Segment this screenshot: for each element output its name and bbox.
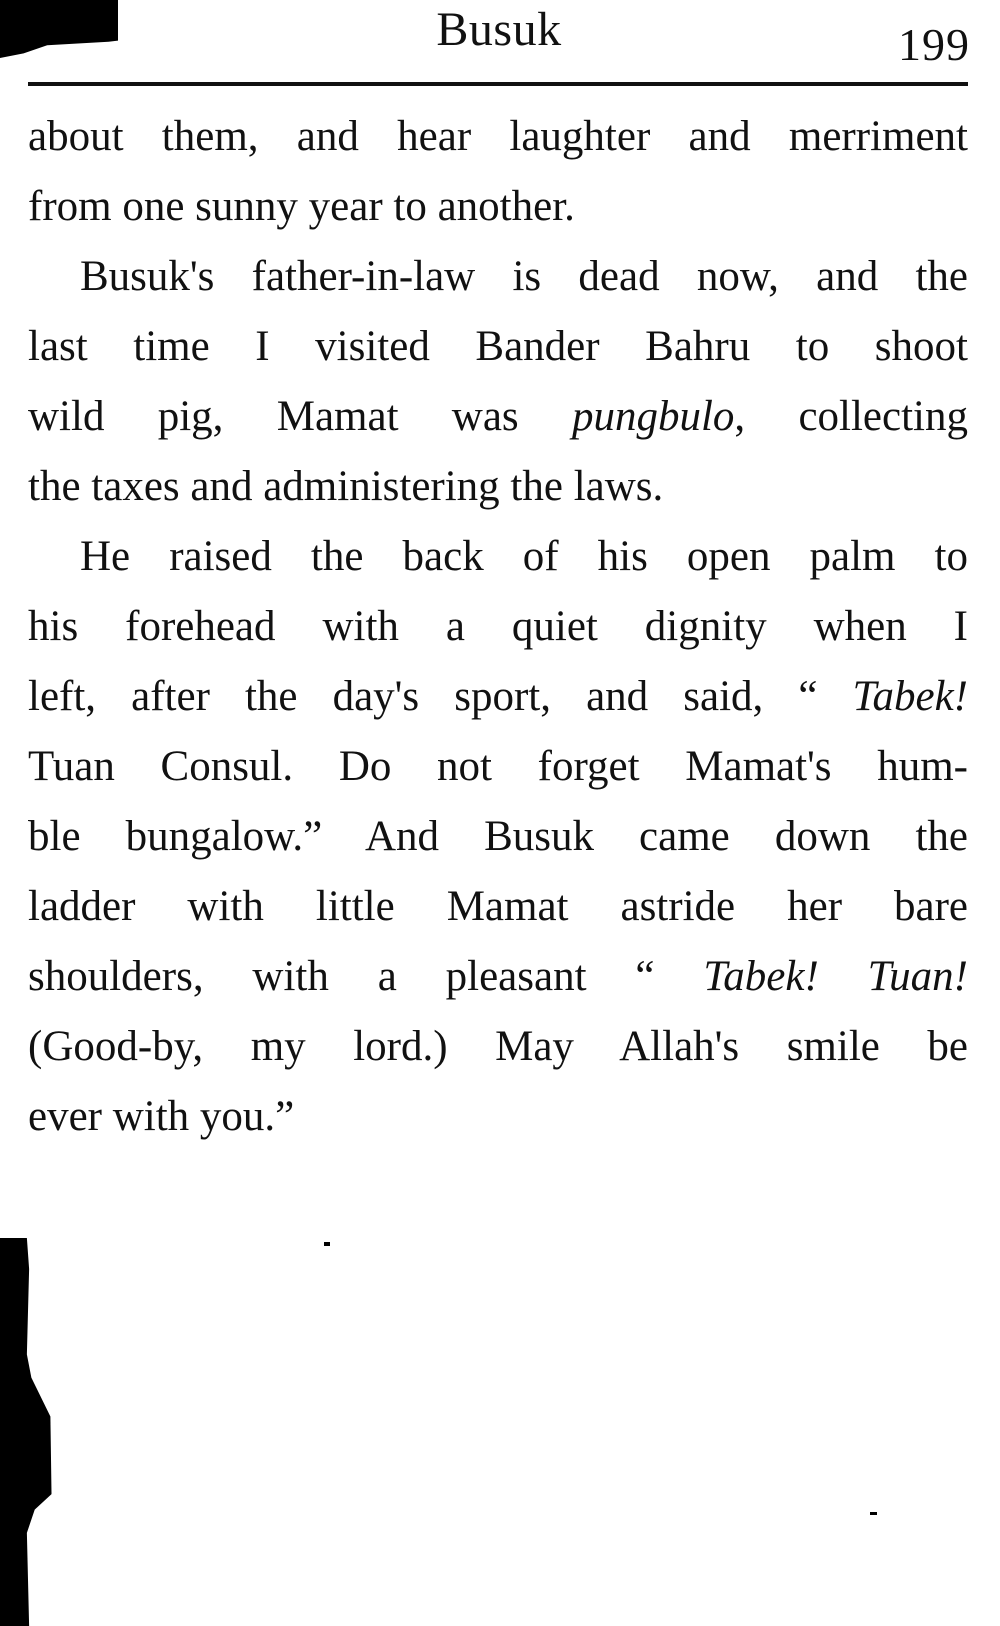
- text-run: from one sunny year to another.: [28, 183, 575, 230]
- text-run: wild pig, Mamat was: [28, 393, 572, 440]
- text-line: [28, 172, 968, 242]
- text-run: Busuk's father-in-law is dead now, and the: [80, 253, 968, 300]
- text-line: [28, 1082, 968, 1152]
- text-run: left, after the day's sport, and said, “: [28, 673, 853, 720]
- text-line: [28, 802, 968, 872]
- text-run: , collecting: [734, 393, 968, 440]
- text-run: shoulders, with a pleasant “: [28, 953, 704, 1000]
- italic-text: Tabek! Tuan!: [703, 953, 968, 1000]
- running-head: Busuk: [436, 3, 562, 56]
- paragraph: [28, 242, 968, 522]
- italic-text: pungbulo: [571, 393, 735, 440]
- paragraph: [28, 522, 968, 1152]
- text-run: about them, and hear laughter and merriment: [28, 113, 968, 160]
- italic-text: Tabek!: [852, 673, 968, 720]
- text-line: [28, 312, 968, 382]
- page-number: 199: [898, 19, 970, 70]
- text-run: ever with you.”: [28, 1093, 295, 1140]
- text-run: He raised the back of his open palm to: [80, 533, 968, 580]
- text-run: last time I visited Bander Bahru to shoot: [28, 323, 968, 370]
- text-run: the taxes and administering the laws.: [28, 463, 664, 510]
- text-line: [28, 452, 968, 522]
- text-line: [28, 662, 968, 732]
- text-line: [28, 382, 968, 452]
- scan-edge-mark: [0, 1238, 56, 1626]
- page-header: [28, 0, 970, 88]
- header-rule: [28, 82, 968, 86]
- text-run: Tuan Consul. Do not forget Mamat's hum-: [28, 743, 968, 790]
- scan-speck: [324, 1242, 330, 1246]
- text-run: his forehead with a quiet dignity when I: [28, 603, 968, 650]
- body-text: [28, 102, 968, 1152]
- text-line: [28, 942, 968, 1012]
- text-line: [28, 522, 968, 592]
- text-line: [28, 872, 968, 942]
- paragraph: [28, 102, 968, 242]
- text-line: [28, 1012, 968, 1082]
- text-line: [28, 102, 968, 172]
- scan-speck: [870, 1512, 877, 1515]
- text-line: [28, 732, 968, 802]
- text-line: [28, 592, 968, 662]
- text-run: (Good-by, my lord.) May Allah's smile be: [28, 1023, 968, 1070]
- text-run: ladder with little Mamat astride her bare: [28, 883, 968, 930]
- text-line: [28, 242, 968, 312]
- text-run: ble bungalow.” And Busuk came down the: [28, 813, 968, 860]
